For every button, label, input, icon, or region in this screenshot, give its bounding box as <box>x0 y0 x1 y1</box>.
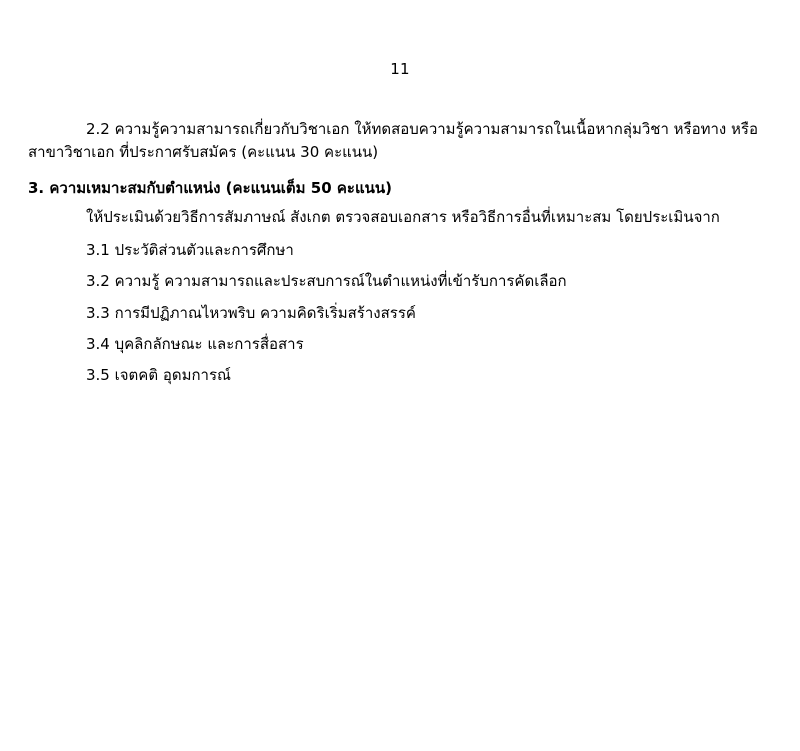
document-page <box>0 60 800 751</box>
document-body <box>28 118 772 387</box>
list-item: 3.5 เจตคติ อุดมการณ์ <box>86 366 231 384</box>
list-item: 3.4 บุคลิกลักษณะ และการสื่อสาร <box>86 334 304 353</box>
section-heading-3: 3. ความเหมาะสมกับตำแหน่ง (คะแนนเต็ม 50 คะแนน) <box>28 178 392 197</box>
list-item: 3.3 การมีปฏิภาณไหวพริบ ความคิดริเริ่มสร้างสรรค์ <box>86 303 416 322</box>
paragraph-section-2-2: 2.2 ความรู้ความสามารถเกี่ยวกับวิชาเอก ให้ทดสอบความรู้ความสามารถในเนื้อหากลุ่มวิชา หรือทาง หรือสาขาวิชาเอก ที่ประกาศรับสมัคร (คะแนน 30 คะแนน) <box>28 120 758 162</box>
page-number: 11 <box>390 60 410 78</box>
paragraph-section-3-intro: ให้ประเมินด้วยวิธีการสัมภาษณ์ สังเกต ตรวจสอบเอกสาร หรือวิธีการอื่นที่เหมาะสม โดยประเมินจาก <box>86 207 720 226</box>
list-item: 3.1 ประวัติส่วนตัวและการศึกษา <box>86 241 294 259</box>
spacer <box>28 171 772 175</box>
list-item: 3.2 ความรู้ ความสามารถและประสบการณ์ในตำแหน่งที่เข้ารับการคัดเลือก <box>86 272 567 291</box>
